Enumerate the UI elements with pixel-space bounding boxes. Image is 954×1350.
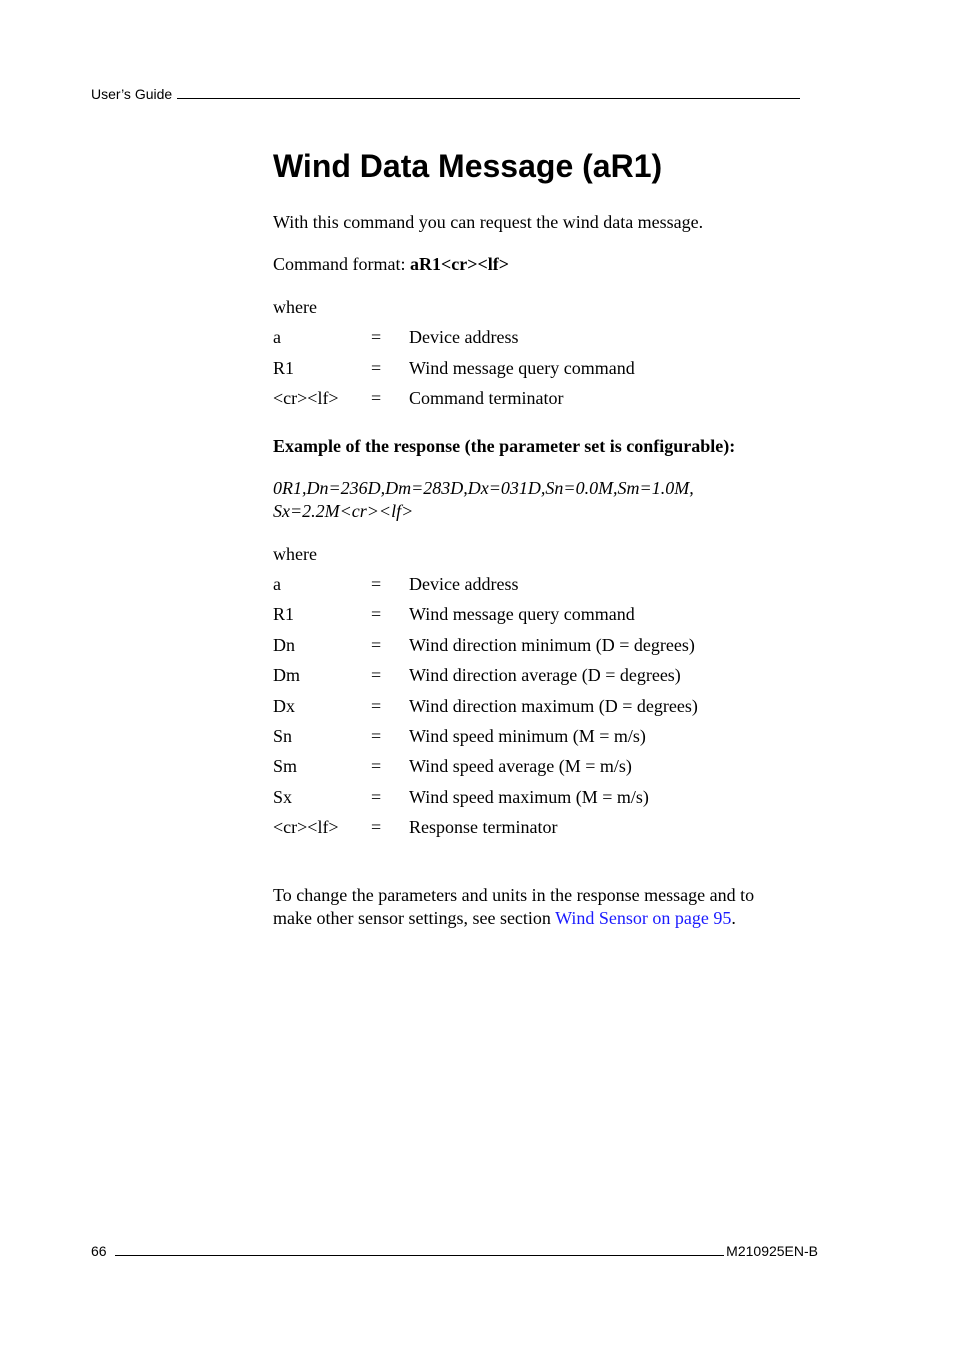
parameter-description: Wind direction average (D = degrees) bbox=[409, 665, 681, 686]
parameter-key: R1 bbox=[273, 357, 295, 378]
wind-sensor-link[interactable]: Wind Sensor on page 95 bbox=[555, 908, 732, 928]
equals-sign: = bbox=[371, 817, 382, 838]
running-header bbox=[91, 86, 800, 102]
parameter-key: Dn bbox=[273, 634, 295, 655]
closing-period: . bbox=[731, 908, 736, 928]
command-format-label: Command format: bbox=[273, 254, 410, 274]
parameter-description: Device address bbox=[409, 327, 519, 347]
parameter-key: R1 bbox=[273, 604, 295, 625]
where-label-2: where bbox=[273, 544, 317, 564]
example-heading: Example of the response (the parameter set is configurable): bbox=[273, 436, 736, 456]
equals-sign: = bbox=[371, 695, 382, 716]
closing-line-2 bbox=[273, 907, 736, 930]
parameter-key: a bbox=[273, 574, 281, 594]
page-number: 66 bbox=[91, 1243, 107, 1259]
parameter-description: Device address bbox=[409, 574, 519, 594]
where-label-1: where bbox=[273, 297, 317, 317]
header-title: User’s Guide bbox=[91, 86, 173, 102]
footer-rule bbox=[115, 1254, 725, 1256]
header-rule bbox=[177, 97, 800, 99]
section-title: Wind Data Message (aR1) bbox=[273, 148, 663, 184]
equals-sign: = bbox=[371, 388, 382, 408]
parameter-key: Sx bbox=[273, 786, 293, 807]
document-code: M210925EN-B bbox=[726, 1243, 818, 1259]
parameter-description: Wind message query command bbox=[409, 357, 635, 378]
equals-sign: = bbox=[371, 726, 382, 746]
parameter-description: Wind direction maximum (D = degrees) bbox=[409, 695, 698, 716]
parameter-key: a bbox=[273, 327, 281, 347]
parameter-description: Response terminator bbox=[409, 817, 558, 838]
parameter-description: Wind speed maximum (M = m/s) bbox=[409, 786, 649, 807]
equals-sign: = bbox=[371, 327, 382, 347]
command-format-value: aR1<cr><lf> bbox=[409, 254, 509, 274]
parameter-key: Sm bbox=[273, 756, 298, 777]
equals-sign: = bbox=[371, 756, 382, 777]
equals-sign: = bbox=[371, 634, 382, 655]
running-footer bbox=[91, 1243, 818, 1259]
equals-sign: = bbox=[371, 604, 382, 625]
parameter-description: Wind speed minimum (M = m/s) bbox=[409, 726, 646, 746]
parameter-description: Wind direction minimum (D = degrees) bbox=[409, 634, 695, 655]
parameter-description: Wind message query command bbox=[409, 604, 635, 625]
intro-text: With this command you can request the wind data message. bbox=[273, 212, 704, 232]
parameter-key: Dm bbox=[273, 665, 300, 686]
closing-text: make other sensor settings, see section bbox=[273, 908, 556, 928]
closing-line-1: To change the parameters and units in the response message and to bbox=[273, 885, 755, 905]
parameter-key: <cr><lf> bbox=[273, 388, 339, 408]
equals-sign: = bbox=[371, 574, 382, 594]
parameter-description: Wind speed average (M = m/s) bbox=[409, 756, 632, 777]
parameter-key: Sn bbox=[273, 726, 293, 746]
command-format bbox=[273, 253, 509, 276]
parameter-description: Command terminator bbox=[409, 388, 564, 408]
example-response-line-2: Sx=2.2M<cr><lf> bbox=[273, 501, 414, 521]
equals-sign: = bbox=[371, 665, 382, 686]
parameter-key: <cr><lf> bbox=[273, 817, 339, 838]
equals-sign: = bbox=[371, 786, 382, 807]
equals-sign: = bbox=[371, 357, 382, 378]
example-response-line-1: 0R1,Dn=236D,Dm=283D,Dx=031D,Sn=0.0M,Sm=1.0M, bbox=[273, 478, 694, 498]
parameter-key: Dx bbox=[273, 695, 295, 716]
